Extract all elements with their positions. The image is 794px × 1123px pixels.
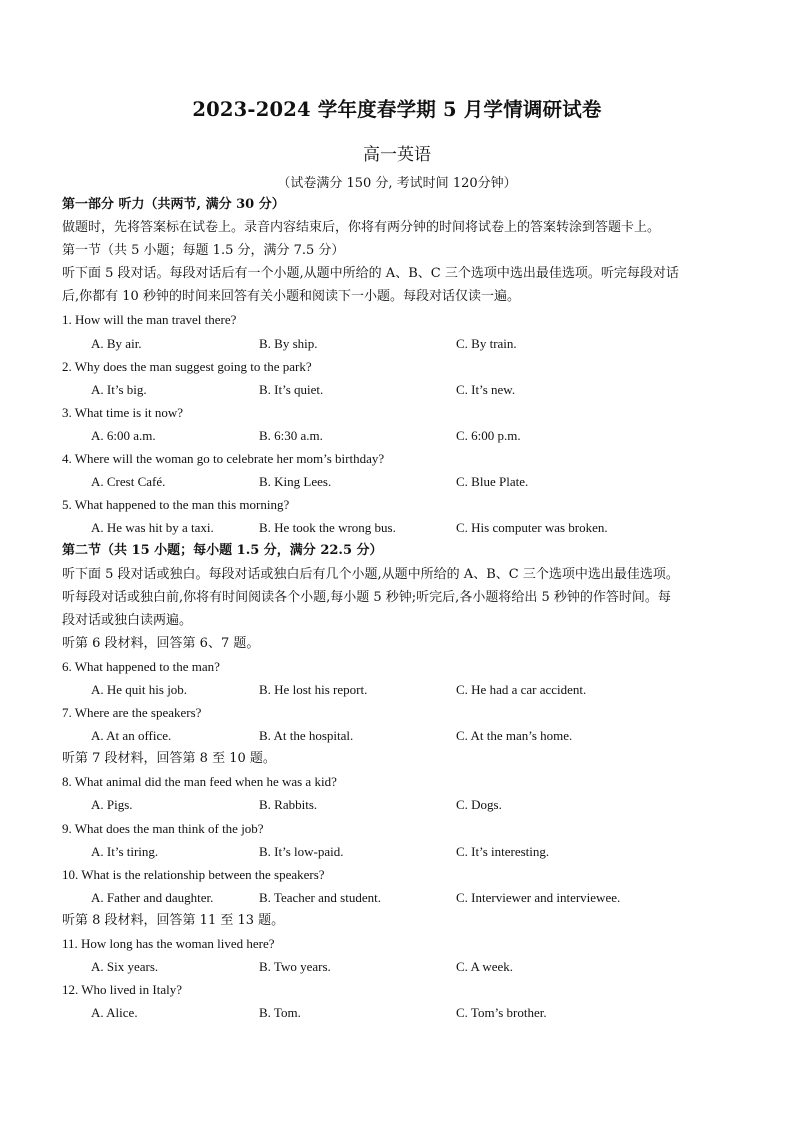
question-stem: 6. What happened to the man? bbox=[62, 658, 220, 674]
option-b: B. Teacher and student. bbox=[259, 889, 381, 905]
option-a: A. It’s tiring. bbox=[91, 843, 159, 859]
option-b: B. Rabbits. bbox=[259, 797, 318, 813]
option-b: B. Tom. bbox=[259, 1005, 301, 1021]
option-b: B. King Lees. bbox=[259, 474, 332, 490]
question-stem: 12. Who lived in Italy? bbox=[62, 982, 182, 998]
question-options bbox=[62, 724, 742, 747]
option-c: C. Blue Plate. bbox=[456, 474, 529, 490]
option-b: B. He lost his report. bbox=[259, 681, 368, 697]
question-options bbox=[62, 955, 742, 978]
section1-instruction-line1: 听下面 5 段对话。每段对话后有一个小题,从题中所给的 A、B、C 三个选项中选出最佳选项。听完每段对话 bbox=[62, 266, 679, 282]
section2-instruction-line3: 段对话或独白读两遍。 bbox=[62, 612, 193, 628]
option-c: C. Tom’s brother. bbox=[456, 1005, 547, 1021]
option-a: A. It’s big. bbox=[91, 381, 147, 397]
exam-info: （试卷满分 150 分, 考试时间 120分钟） bbox=[277, 176, 517, 191]
section2-heading: 第二节（共 15 小题；每小题 1.5 分，满分 22.5 分） bbox=[62, 543, 383, 559]
question-options bbox=[62, 678, 742, 701]
option-c: C. He had a car accident. bbox=[456, 681, 587, 697]
section1-heading: 第一节（共 5 小题；每题 1.5 分，满分 7.5 分） bbox=[62, 243, 345, 259]
question-options bbox=[62, 332, 742, 355]
option-b: B. 6:30 a.m. bbox=[259, 427, 323, 443]
part1-heading: 第一部分 听力（共两节, 满分 30 分） bbox=[62, 197, 285, 212]
question-options bbox=[62, 840, 742, 863]
option-a: A. At an office. bbox=[91, 728, 172, 744]
option-a: A. Father and daughter. bbox=[91, 889, 214, 905]
material-7-note: 听第 7 段材料，回答第 8 至 10 题。 bbox=[62, 751, 276, 767]
option-b: B. It’s quiet. bbox=[259, 381, 324, 397]
question-stem: 4. Where will the woman go to celebrate her mom’s birthday? bbox=[62, 451, 385, 467]
section1-instruction-line2: 后,你都有 10 秒钟的时间来回答有关小题和阅读下一小题。每段对话仅读一遍。 bbox=[62, 289, 520, 305]
option-a: A. He quit his job. bbox=[91, 681, 188, 697]
question-stem: 1. How will the man travel there? bbox=[62, 312, 237, 328]
part1-instruction: 做题时，先将答案标在试卷上。录音内容结束后，你将有两分钟的时间将试卷上的答案转涂到答题卡上。 bbox=[62, 220, 661, 236]
question-stem: 11. How long has the woman lived here? bbox=[62, 936, 275, 951]
option-b: B. It’s low-paid. bbox=[259, 843, 344, 859]
question-options bbox=[62, 793, 742, 816]
exam-title: 2023-2024 学年度春学期 5 月学情调研试卷 bbox=[192, 98, 602, 121]
section2-instruction-line2: 听每段对话或独白前,你将有时间阅读各个小题,每小题 5 秒钟;听完后,各小题将给出 5 秒钟的作答时间。每 bbox=[62, 589, 671, 605]
question-stem: 7. Where are the speakers? bbox=[62, 705, 202, 721]
question-stem: 2. Why does the man suggest going to the park? bbox=[62, 358, 312, 374]
option-a: A. He was hit by a taxi. bbox=[91, 520, 214, 536]
option-a: A. Alice. bbox=[91, 1005, 138, 1021]
question-stem: 10. What is the relationship between the speakers? bbox=[62, 866, 325, 882]
option-c: C. By train. bbox=[456, 335, 517, 351]
question-options bbox=[62, 1001, 742, 1024]
material-6-note: 听第 6 段材料，回答第 6、7 题。 bbox=[62, 635, 260, 651]
subject-title: 高一英语 bbox=[363, 145, 431, 165]
question-options bbox=[62, 378, 742, 401]
question-options bbox=[62, 470, 742, 493]
option-a: A. Six years. bbox=[91, 959, 159, 975]
option-b: B. At the hospital. bbox=[259, 728, 354, 744]
option-c: C. A week. bbox=[456, 959, 514, 975]
option-b: B. By ship. bbox=[259, 335, 318, 351]
question-stem: 3. What time is it now? bbox=[62, 404, 184, 420]
option-c: C. It’s interesting. bbox=[456, 843, 550, 859]
option-b: B. He took the wrong bus. bbox=[259, 520, 396, 536]
option-c: C. His computer was broken. bbox=[456, 520, 608, 536]
material-8-note: 听第 8 段材料，回答第 11 至 13 题。 bbox=[62, 912, 285, 928]
option-c: C. It’s new. bbox=[456, 381, 516, 397]
option-a: A. 6:00 a.m. bbox=[91, 427, 156, 443]
question-stem: 5. What happened to the man this morning? bbox=[62, 497, 290, 513]
question-stem: 8. What animal did the man feed when he was a kid? bbox=[62, 774, 337, 790]
option-c: C. At the man’s home. bbox=[456, 728, 573, 744]
exam-content bbox=[62, 193, 742, 1024]
question-options bbox=[62, 886, 742, 909]
option-b: B. Two years. bbox=[259, 959, 331, 975]
option-a: A. Pigs. bbox=[91, 797, 133, 813]
section2-instruction-line1: 听下面 5 段对话或独白。每段对话或独白后有几个小题,从题中所给的 A、B、C 三个选项中选出最佳选项。 bbox=[62, 566, 679, 582]
option-c: C. Interviewer and interviewee. bbox=[456, 889, 621, 905]
option-a: A. Crest Café. bbox=[91, 474, 166, 490]
question-options bbox=[62, 424, 742, 447]
option-a: A. By air. bbox=[91, 335, 142, 351]
option-c: C. Dogs. bbox=[456, 797, 502, 813]
option-c: C. 6:00 p.m. bbox=[456, 427, 521, 443]
question-stem: 9. What does the man think of the job? bbox=[62, 820, 264, 836]
question-options bbox=[62, 516, 742, 539]
